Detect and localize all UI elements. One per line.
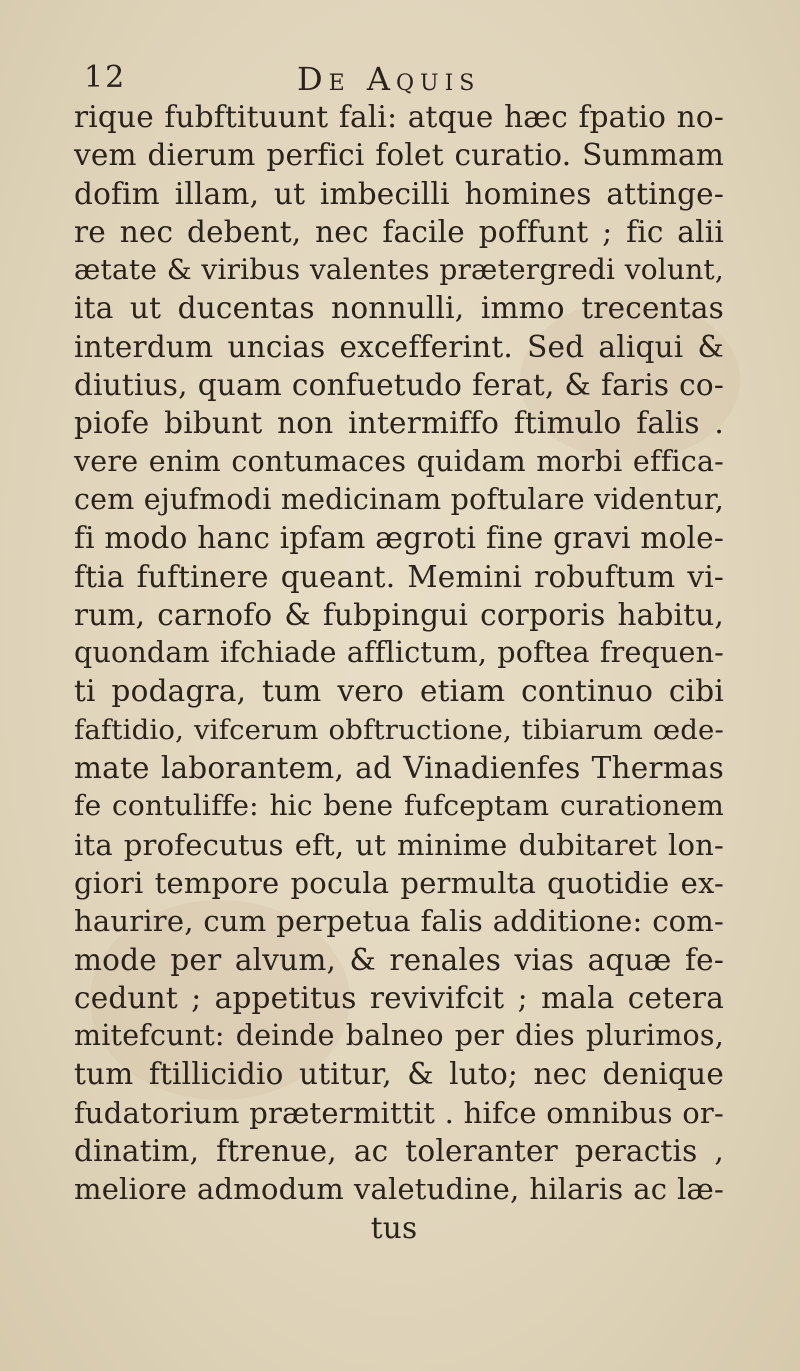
- text-line: ita ut ducentas nonnulli, immo trecentas: [74, 291, 724, 326]
- text-line: vere enim contumaces quidam morbi effica-: [74, 444, 724, 478]
- text-line: quondam ifchiade afflictum, poftea frequen-: [74, 636, 724, 670]
- text-line: ætate & viribus valentes prætergredi volunt,: [74, 253, 724, 287]
- text-line: re nec debent, nec facile poffunt ; fic alii: [74, 214, 724, 249]
- text-line: ti podagra, tum vero etiam continuo cibi: [74, 674, 724, 709]
- text-line: piofe bibunt non intermiffo ftimulo falis .: [74, 406, 724, 441]
- text-line: fi modo hanc ipfam ægroti fine gravi mole-: [74, 521, 724, 556]
- text-line: rique fubftituunt fali: atque hæc fpatio no-: [74, 100, 724, 134]
- text-line: mitefcunt: deinde balneo per dies plurimos,: [74, 1019, 724, 1053]
- text-line: ita profecutus eft, ut minime dubitaret lon-: [74, 827, 724, 862]
- text-line: dofim illam, ut imbecilli homines attinge-: [74, 176, 724, 211]
- text-line: meliore admodum valetudine, hilaris ac læ-: [74, 1172, 724, 1207]
- text-line: fe contuliffe: hic bene fufceptam curationem: [74, 789, 724, 823]
- text-line: cedunt ; appetitus revivifcit ; mala cetera: [74, 980, 724, 1015]
- text-line: interdum uncias excefferint. Sed aliqui &: [74, 329, 724, 364]
- body-text: [74, 98, 794, 1247]
- text-line: ftia fuftinere queant. Memini robuftum vi-: [74, 559, 724, 594]
- text-line: tum ftillicidio utitur, & luto; nec denique: [74, 1057, 724, 1092]
- text-line: giori tempore pocula permulta quotidie ex-: [74, 865, 724, 900]
- page-number: 12: [84, 60, 127, 95]
- text-line: dinatim, ftrenue, ac toleranter peractis ,: [74, 1134, 724, 1169]
- text-line: mate laborantem, ad Vinadienfes Thermas: [74, 751, 724, 786]
- text-line: vem dierum perfici folet curatio. Summam: [74, 138, 724, 173]
- running-title: De Aquis: [297, 60, 481, 98]
- text-line: diutius, quam confuetudo ferat, & faris co-: [74, 368, 724, 403]
- text-line: cem ejufmodi medicinam poftulare videntur,: [74, 482, 724, 516]
- text-line: fudatorium prætermittit . hifce omnibus or-: [74, 1095, 724, 1130]
- text-line: haurire, cum perpetua falis additione: com-: [74, 904, 724, 939]
- text-line: mode per alvum, & renales vias aquæ fe-: [74, 942, 724, 977]
- catchword: tus: [370, 1210, 418, 1245]
- page-header: [84, 60, 684, 100]
- text-line: rum, carnofo & fubpingui corporis habitu,: [74, 597, 724, 632]
- text-line: faftidio, vifcerum obftructione, tibiarum œde-: [74, 713, 724, 746]
